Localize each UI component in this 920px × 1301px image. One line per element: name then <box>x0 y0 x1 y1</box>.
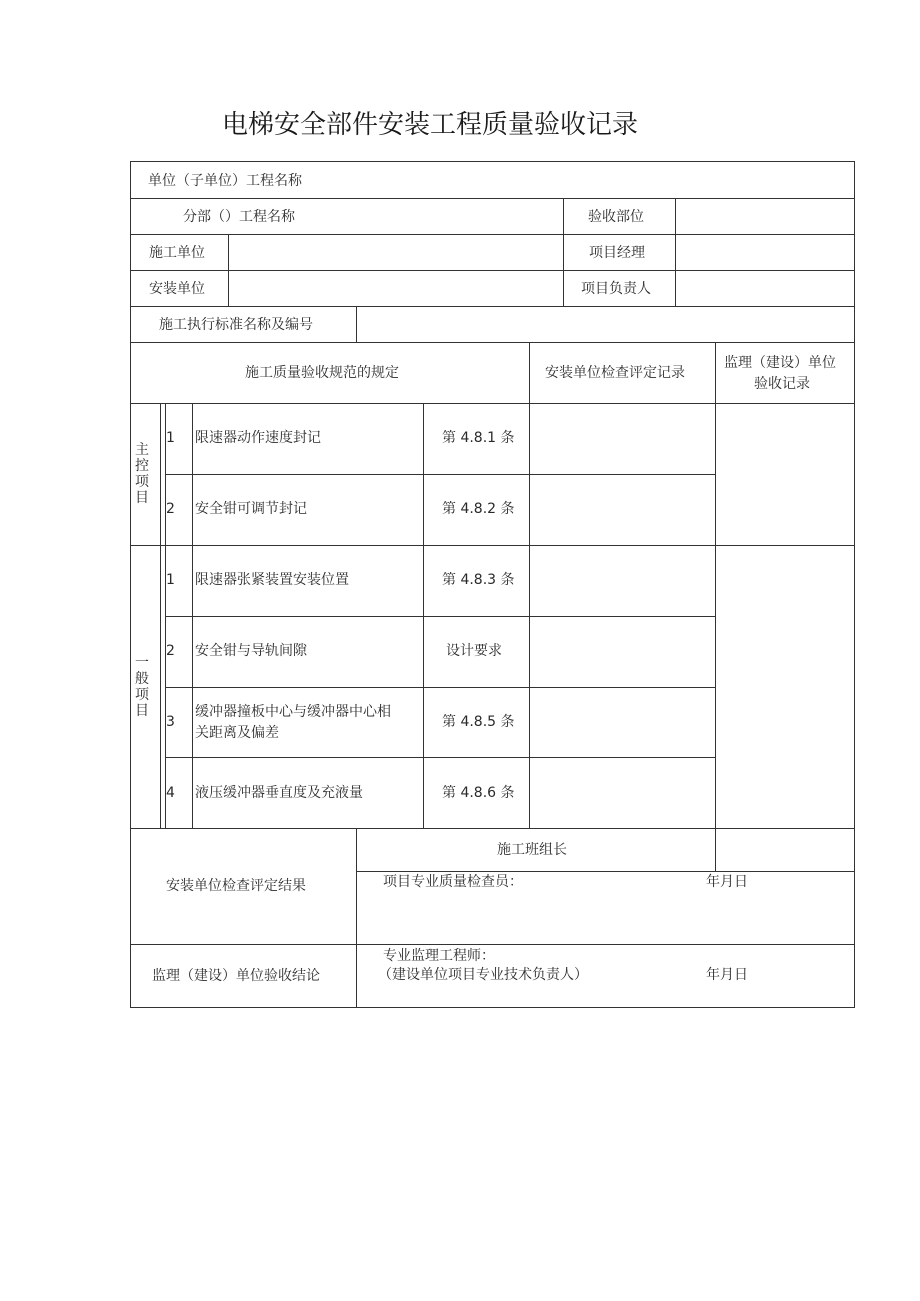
supervision-column-header: 监理（建设）单位 <box>724 355 836 371</box>
table-line <box>165 687 716 688</box>
table-line <box>228 234 229 306</box>
row-item: 缓冲器撞板中心与缓冲器中心相 <box>195 704 391 720</box>
row-number: 1 <box>166 430 175 446</box>
general-items-label: 一般项目 <box>135 655 149 719</box>
row-clause: 第 4.8.2 条 <box>442 501 515 517</box>
install-result-label: 安装单位检查评定结果 <box>166 878 306 894</box>
table-border-top <box>130 161 855 162</box>
table-border-bottom <box>130 1007 855 1008</box>
table-line <box>130 944 855 945</box>
table-line <box>356 828 357 1008</box>
table-line <box>563 198 564 306</box>
row-number: 2 <box>166 643 175 659</box>
supervision-conclusion-label: 监理（建设）单位验收结论 <box>152 968 320 984</box>
construction-unit-label: 施工单位 <box>149 245 205 261</box>
table-line <box>130 234 855 235</box>
row-number: 3 <box>166 714 175 730</box>
spec-column-header: 施工质量验收规范的规定 <box>245 365 399 381</box>
date-label-2: 年月日 <box>706 967 748 983</box>
team-leader-label: 施工班组长 <box>497 842 567 858</box>
row-item: 限速器张紧装置安装位置 <box>195 572 349 588</box>
table-line <box>423 403 424 828</box>
table-line <box>356 306 357 342</box>
row-clause: 第 4.8.1 条 <box>442 430 515 446</box>
row-number: 2 <box>166 501 175 517</box>
project-leader-label: 项目负责人 <box>581 281 651 297</box>
table-line <box>130 545 855 546</box>
main-items-label: 主控项目 <box>135 442 149 506</box>
table-line <box>675 198 676 306</box>
row-item-line2: 关距离及偏差 <box>195 725 279 741</box>
table-line <box>192 403 193 828</box>
supervising-engineer-label: 专业监理工程师： <box>383 948 495 964</box>
quality-inspector-label: 项目专业质量检查员： <box>383 874 523 890</box>
table-line <box>130 198 855 199</box>
table-line <box>715 342 716 872</box>
row-number: 1 <box>166 572 175 588</box>
table-line <box>130 342 855 343</box>
owner-tech-leader-label: （建设单位项目专业技术负责人） <box>378 967 588 983</box>
install-record-column-header: 安装单位检查评定记录 <box>545 365 685 381</box>
row-item: 安全钳与导轨间隙 <box>195 643 307 659</box>
supervision-column-header-2: 验收记录 <box>754 376 810 392</box>
table-line <box>165 616 716 617</box>
table-line <box>160 403 161 828</box>
row-clause: 第 4.8.3 条 <box>442 572 515 588</box>
table-border-left <box>130 161 131 1008</box>
row-item: 液压缓冲器垂直度及充液量 <box>195 785 363 801</box>
row-number: 4 <box>166 785 175 801</box>
acceptance-part-label: 验收部位 <box>588 209 644 225</box>
table-line <box>130 828 855 829</box>
table-line <box>130 403 855 404</box>
table-line <box>165 403 166 828</box>
project-manager-label: 项目经理 <box>589 245 645 261</box>
table-line <box>130 306 855 307</box>
row-clause: 设计要求 <box>446 643 502 659</box>
division-project-label: 分部（）工程名称 <box>183 209 295 225</box>
row-clause: 第 4.8.5 条 <box>442 714 515 730</box>
row-item: 安全钳可调节封记 <box>195 501 307 517</box>
row-item: 限速器动作速度封记 <box>195 430 321 446</box>
table-line <box>165 757 716 758</box>
page-title: 电梯安全部件安装工程质量验收记录 <box>222 110 639 140</box>
table-line <box>529 342 530 828</box>
unit-project-label: 单位（子单位）工程名称 <box>148 173 302 189</box>
date-label: 年月日 <box>706 874 748 890</box>
table-border-right <box>854 161 855 1008</box>
table-line <box>165 474 716 475</box>
installation-unit-label: 安装单位 <box>149 281 205 297</box>
standard-label: 施工执行标准名称及编号 <box>159 317 313 333</box>
table-line <box>130 270 855 271</box>
row-clause: 第 4.8.6 条 <box>442 785 515 801</box>
